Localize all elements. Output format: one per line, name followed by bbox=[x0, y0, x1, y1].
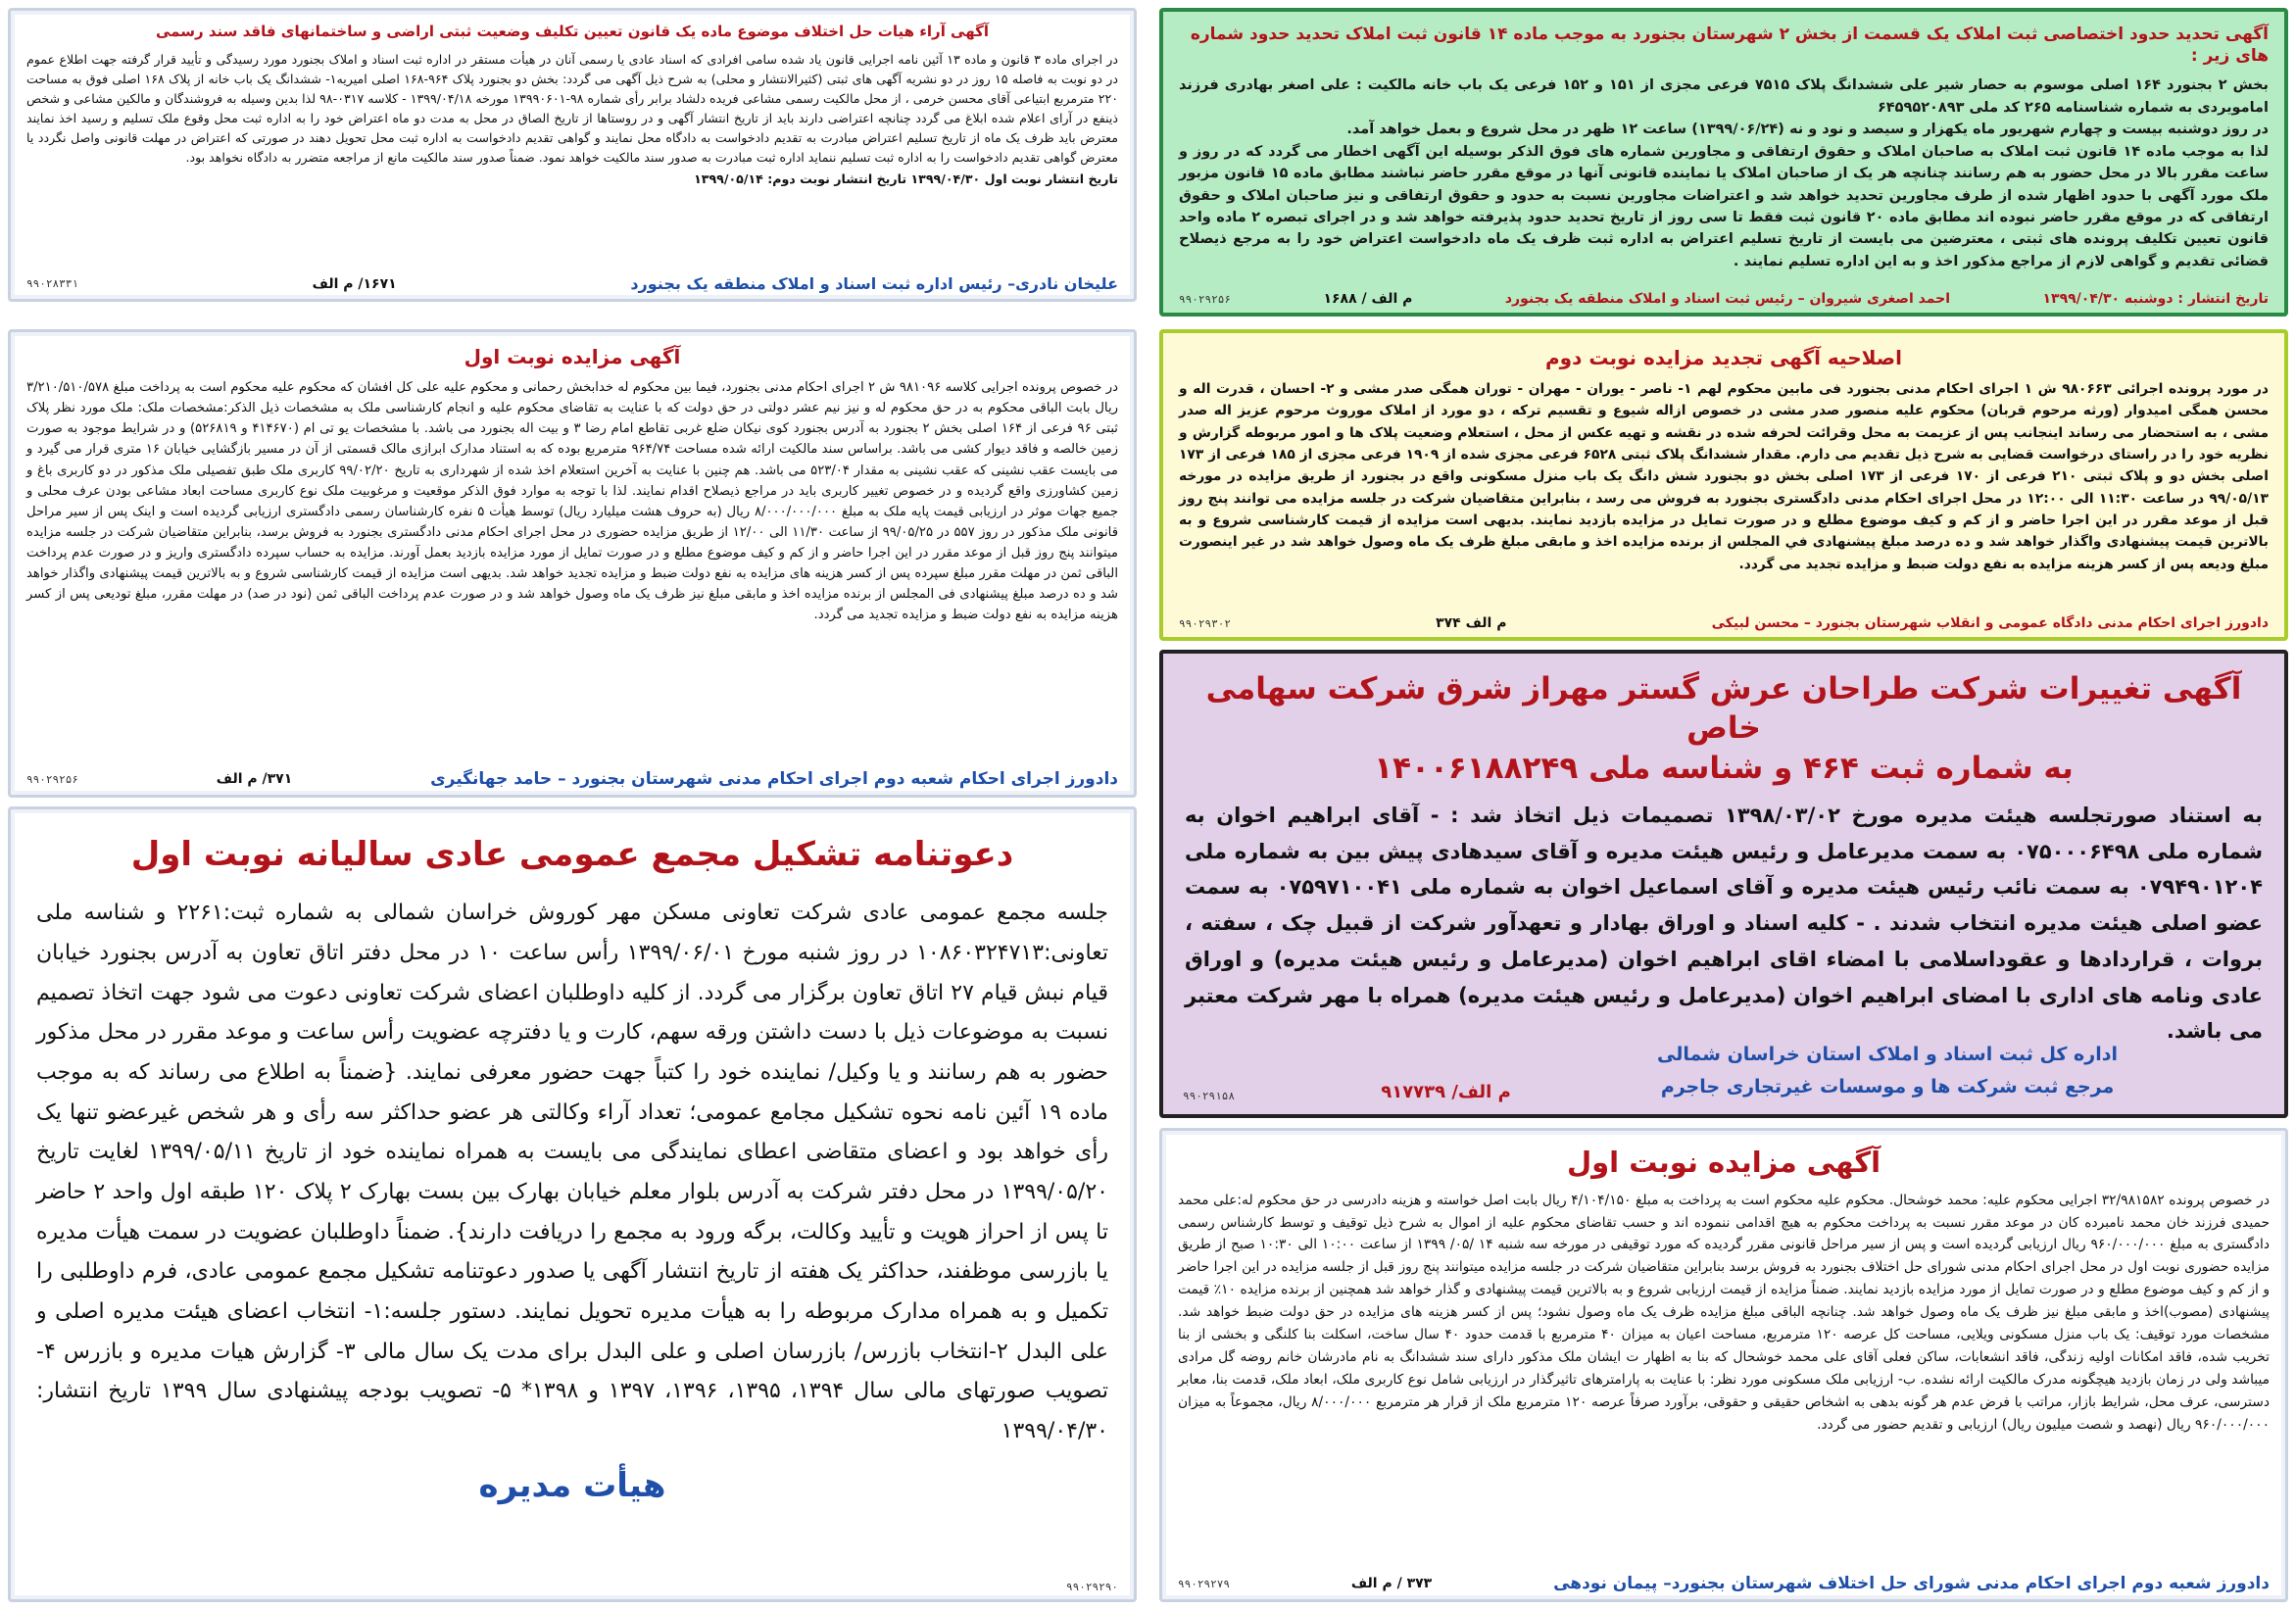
org-line2: مرجع ثبت شرکت ها و موسسات غیرتجاری جاجرم bbox=[1660, 1075, 2115, 1098]
notice-title-line1: آگهی تغییرات شرکت طراحان عرش گستر مهراز شرق شرکت سهامی خاص bbox=[1205, 671, 2242, 747]
notice-footer bbox=[26, 274, 1118, 293]
board-signature: هیأت مدیره bbox=[478, 1465, 666, 1505]
notice-body: جلسه مجمع عمومی عادی شرکت تعاونی مسکن مهر کوروش خراسان شمالی به شماره ثبت:۲۲۶۱ و شناسه ملی تعاونی:۱۰۸۶۰۳۲۴۷۱۳ در روز شنبه مورخ ۱۳۹۹/۰۶/۰۱ رأس ساعت ۱۰ در محل دفتر اتاق تعاون به آدرس بجنورد خیابان قیام نبش قیام ۲۷ اتاق تعاون برگزار می گردد. از کلیه داوطلبان اعضای شرکت تعاونی دعوت می شود جهت اتخاذ تصمیم نسبت به موضوعات ذیل با دست داشتن ورقه سهم، کارت و یا دفترچه عضویت رأس ساعت و موعد مقرر در محل مذکور حضور به هم رسانند و یا وکیل/ نماینده خود را کتباً جهت حضور معرفی نمایند. {ضمناً به اطلاع می رساند که به موجب ماده ۱۹ آئین نامه نحوه تشکیل مجامع عمومی؛ تعداد آراء وکالتی هر عضو حداکثر سه رأی و هر شخص غیرعضو تنها یک رأی خواهد بود و اعضای متقاضی اعطای نمایندگی می بایست به همراه نماینده خود از تاریخ ۱۳۹۹/۰۵/۱۱ لغایت تاریخ ۱۳۹۹/۰۵/۲۰ در محل دفتر شرکت به آدرس بلوار معلم خیابان بهارک بین بست بهارک ۲ پلاک ۱۲۰ طبقه اول واحد ۲ حاضر تا پس از احراز هویت و تأیید وکالت، برگه ورود به مجمع را دریافت دارند}. ضمناً داوطلبان عضویت در سمت هیأت مدیره یا بازرسی موظفند، حداکثر یک هفته از تاریخ انتشار آگهی یا صدور دعوتنامه تشکیل مجمع عمومی عادی، فرم داوطلبی را تکمیل و به همراه مدارک مربوطه را به هیأت مدیره تحویل نمایند. دستور جلسه:۱- انتخاب اعضای هیئت مدیره اصلی و علی البدل ۲-انتخاب بازرس/ بازرسان اصلی و علی البدل برای مدت یک سال مالی ۳- گزارش هیات مدیره و بازرس ۴- تصویب صورتهای مالی سال ۱۳۹۴، ۱۳۹۵، ۱۳۹۶، ۱۳۹۷ و ۱۳۹۸* ۵- تصویب بودجه پیشنهادی سال ۱۳۹۹ تاریخ انتشار: ۱۳۹۹/۰۴/۳۰ bbox=[29, 901, 1109, 1444]
notice-footer bbox=[1179, 615, 2269, 631]
notice-title: آگهی آراء هیات حل اختلاف موضوع ماده یک قانون تعیین تکلیف وضعیت ثبتی اراضی و ساختمانهای فاقد سند رسمی bbox=[155, 23, 990, 40]
notice-body: در خصوص پرونده ۳۲/۹۸۱۵۸۲ اجرایی محکوم علیه: محمد خوشحال. محکوم علیه محکوم است به پرداخت به مبلغ ۴/۱۰۴/۱۵۰ ریال بابت اصل خواسته و هزینه دادرسی در حق محکوم له:علی محمد حمیدی فرزند خان محمد نامبرده کان در موعد مقرر نسبت به پرداخت محکوم به هیچ اقدامی ننموده اند و حسب تقاضای محکوم علیه از اموال به شرح ذیل توقیف و توسط کارشناس رسمی دادگستری به مبلغ ۹۶۰/۰۰۰/۰۰۰ ریال ارزیابی گردیده است و پس از سیر مراحل قانونی مقرر گردیده که مورد توقیفی در مورخه سه شنبه ۱۴ /۰۵/ ۱۳۹۹ از ساعت ۱۰:۰۰ الی ۱۰:۳۰ صبح از طریق مزایده حضوری نوبت اول در محل اجرای احکام مدنی شورای حل اختلاف بجنورد به فروش برسد بنابراین متقاضیان شرکت در جلسه مزایده میتوانند پنج روز قبل از جلسه مزایده در این اجرا حاضر و از کم و کیف موضوع مطلع و در صورت تمایل از مورد مزایده بازدید نمایند. ضمناً مزایده از قیمت ارزیابی شروع و به بالاترین قیمت پیشنهادی و گذار خواهد شد همچنین از برنده مزایده ۱۰٪ قیمت پیشنهادی (مصوب)اخذ و مابقی مبلغ نیز ظرف یک ماه وصول خواهد شد. چنانچه الباقی مبلغ مزایده ظرف یک ماه وصول نشود؛ پس از کسر هزینه های مزایده در حق دولت ضبط خواهد شد. مشخصات مورد توقیف: یک باب منزل مسکونی ویلایی، مساحت کل عرصه ۱۲۰ مترمربع، مساحت اعیان به میزان ۴۰ مترمربع با قدمت حدود ۴۰ سال ساخت، اسکلت بنا کلنگی و بخشی از بنا تخریب شده، فاقد امکانات اولیه زندگی، فاقد انشعابات، ساکن فعلی آقای علی محمد خوشحال که بنا به اظهار ت ایشان ملک مذکور دارای سند ششدانگ به نام مادرشان خانم روضه گل مرادی میباشد ولی در زمان بازدید هیچگونه مدرک مالکیت ارائه نشده. ب- ارزیابی ملک مسکونی مورد نظر: با عنایت به پارامترهای تاثیرگذار در ارزیابی شامل نوع کاربری ملک، ابعاد ملک، قدمت بنا، معابر دسترسی، عرف محل، شرایط بازار، مراتب با فرض عدم هر گونه بدهی به اشخاص حقیقی و حقوقی، برآورد صرفاً عرصه ۱۲۰ مترمربع ملک از قرار هر مترمربع ۸/۰۰۰/۰۰۰ ریال، مجموعاً به میزان ۹۶۰/۰۰۰/۰۰۰ ریال (نهصد و شصت میلیون ریال) ارزیابی و تقدیم حضور می گردد. bbox=[1173, 1192, 2270, 1433]
notice-footer bbox=[1183, 1039, 2265, 1102]
notice-body: به استناد صورتجلسه هیئت مدیره مورخ ۱۳۹۸/۰۳/۰۲ تصمیمات ذیل اتخاذ شد : - آقای ابراهیم اخوان به شماره ملی ۰۷۵۰۰۰۶۴۹۸ به سمت مدیرعامل و رئیس هیئت مدیره و آقای سیدهادی پیش بین به شماره ملی ۰۷۹۴۹۰۱۲۰۴ به سمت نائب رئیس هیئت مدیره و آقای اسماعیل اخوان به شماره ملی ۰۷۵۹۷۱۰۰۴۱ به سمت عضو اصلی هیئت مدیره انتخاب شدند . - کلیه اسناد و اوراق بهادار و تعهدآور شرکت از قبیل چک ، سفته ، بروات ، قراردادها و عقوداسلامی با امضاء اقای ابراهیم اخوان (مدیرعامل و رئیس هیئت مدیره) و اوراق عادی ونامه های اداری با امضای ابراهیم اخوان (مدیرعامل و رئیس هیئت مدیره) همراه با مهر شرکت معتبر می باشد. bbox=[1177, 803, 2264, 1044]
notice-code: ۹۹۰۲۸۳۳۱ bbox=[26, 277, 78, 290]
notice-ref: م الف/ ۹۱۷۷۳۹ bbox=[1381, 1082, 1511, 1102]
notice-footer bbox=[26, 1581, 1118, 1593]
notice-title-line2: به شماره ثبت ۴۶۴ و شناسه ملی ۱۴۰۰۶۱۸۸۲۴۹ bbox=[1374, 750, 2074, 786]
notice-title: دعوتنامه تشکیل مجمع عمومی عادی سالیانه نوبت اول bbox=[130, 835, 1014, 874]
company-changes-notice bbox=[1159, 650, 2288, 1118]
notice-ref: ۳۷۱/ م الف bbox=[216, 771, 293, 787]
notice-title bbox=[1179, 669, 2269, 788]
notice-body: در خصوص پرونده اجرایی کلاسه ۹۸۱۰۹۶ ش ۲ اجرای احکام مدنی بجنورد، فیما بین محکوم له خدابخش رحمانی و محکوم علیه علی کل افشان که محکوم علیه محکوم است به پرداخت مبلغ ۳/۲۱۰/۵۱۰/۵۷۸ ریال بابت الباقی محکوم به در حق محکوم له و نیز نیم عشر دولتی در حق دولت که با عنایت به تقاضای محکوم علیه و انجام کارشناسی ملک به مشخصات ذیل الذکر:مشخصات ملک: ملک مورد نظر پلاک ثبتی ۹۶ فرعی از ۱۶۴ اصلی بخش ۲ بجنورد به آدرس بجنورد کوی نیکان ضلع غربی تقاطع امام رضا ۳ و بیت اله بجنورد می باشد. با مشخصات یو تی ام (۴۱۴۶۷۰ و ۵۲۶۸۱۹) و در شرایط موجود به صورت زمین خالصه و فاقد دیوار کشی می باشد. براساس سند مالکیت ارائه شده مساحت ۹۶۴/۷۴ مترمربع بوده که به استناد مدارک ابرازی مالک قسمتی از آن در مسیر بازگشایی خیابان ۱۶ متری قرار می گیرد و می بایست عقب نشینی که عقب نشینی به مقدار ۵۲۳/۰۴ می باشد. هم چنین با عنایت به آخرین استعلام اخذ شده از شهرداری به تاریخ ۹۹/۰۲/۲۰ کاربری ملک طبق تفصیلی ملک مذکور در دو کاربری باغ و زمین کشاورزی واقع گردیده و در خصوص تغییر کاربری باید در مراجع ذیصلاح اقدام نمایند. لذا با توجه به موارد فوق الذکر موقعیت و مرغوبیت ملک نوع کاربری مساحت ابعاد مشاعی بودن عرف محلی و جمیع جهات موثر در ارزیابی قیمت پایه ملک به مبلغ ۸/۰۰۰/۰۰۰/۰۰۰ ریال (به حروف هشت میلیارد ریال) توسط هیأت ۵ نفره کارشناسان رسمی دادگستری ارزیابی گردیده است و اینک پس از سیر مراحل قانونی ملک مذکور در روز ۵۵۷ در ۹۹/۰۵/۲۵ از ساعت ۱۱/۳۰ الی ۱۲/۰۰ از طریق مزایده حضوری در محل اجرای احکام مدنی دادگستری بجنورد به فروش برسد، بنابراین متقاضیان شرکت در جلسه مزایده میتوانند پنج روز قبل از موعد مقرر در این اجرا حاضر و از کم و کیف موضوع مطلع و در صورت تمایل از مورد مزایده بازدید بعمل آورند. مزایده به حساب سپرده دادگستری واریز و در صورت عدم پرداخت الباقی ثمن در مهلت مقرر مبلغ سپرده پس از کسر هزینه های مزایده به نفع دولت ضبط و مزایده تجدید خواهد شد. بدیهی است مزایده از قیمت کارشناسی شروع و به بالاترین قیمت پیشنهادی واگذار خواهد شد و ده درصد مبلغ پیشنهادی فی المجلس از برنده مزایده اخذ و مابقی مبلغ نیز ظرف یک ماه وصول خواهد شد و در صورت عدم پرداخت الباقی ثمن (نود در صد) در مهلت مقرر، مبلغ تودیعی پس از کسر هزینه مزایده به نفع دولت ضبط و مزایده تجدید می گردد. bbox=[22, 380, 1119, 623]
notice-footer bbox=[1178, 1574, 2270, 1593]
notice-date: تاریخ انتشار نوبت اول ۱۳۹۹/۰۴/۳۰ تاریخ انتشار نوبت دوم: ۱۳۹۹/۰۵/۱۴ bbox=[694, 171, 1118, 187]
notice-title: آگهی مزایده نوبت اول bbox=[1566, 1146, 1881, 1179]
notice-code: ۹۹۰۲۹۲۵۶ bbox=[26, 772, 78, 786]
notice-organization bbox=[1657, 1039, 2118, 1102]
notice-code: ۹۹۰۲۹۲۵۶ bbox=[1179, 292, 1231, 306]
land-boundary-notice bbox=[1159, 8, 2288, 317]
notice-ref: م الف ۳۷۴ bbox=[1436, 615, 1507, 631]
notice-ref: ۳۷۳ / م الف bbox=[1350, 1576, 1433, 1591]
notice-signature: دادورز اجرای احکام مدنی دادگاه عمومی و انقلاب شهرستان بجنورد – محسن لبیکی bbox=[1711, 615, 2269, 631]
left-column bbox=[8, 8, 1137, 1602]
notice-body: بخش ۲ بجنورد ۱۶۴ اصلی موسوم به حصار شیر علی ششدانگ پلاک ۷۵۱۵ فرعی مجزی از ۱۵۱ و ۱۵۲ فرعی یک باب خانه مالکیت : علی اصغر بهادری فرزند امامویردی به شماره شناسنامه ۲۶۵ کد ملی ۶۴۵۹۵۲۰۸۹۳ در روز دوشنبه بیست و چهارم شهریور ماه یکهزار و سیصد و نود و نه (۱۳۹۹/۰۶/۲۴) ساعت ۱۲ ظهر در محل شروع و بعمل خواهد آمد. لذا به موجب ماده ۱۴ قانون ثبت املاک به صاحبان املاک و حقوق ارتفاقی و مجاورین شماره های فوق الذکر بوسیله این آگهی اخطار می گردد که در روز و ساعت مقرر بالا در محل حضور به هم رسانند چنانچه هر یک از صاحبان املاک یا نماینده قانونی آنها در موقع مقرر حاضر نباشند مطابق ماده ۱۵ قانون مزبور ملک مورد آگهی با حدود اظهار شده از طرف مجاورین تحدید خواهد شد و اعتراضات مجاورین نسبت به حدود و حقوق ارتفاقی و نیز صاحبان املاک و حقوق ارتفاقی که در موقع مقرر حاضر نبوده اند مطابق ماده ۲۰ قانون ثبت فقط تا سی روز از تاریخ تحدید حدود پذیرفته خواهد شد و در اجرای تبصره ۲ ماده واحد قانون تعیین تکلیف پرونده های ثبتی ، معترضین می بایست از تاریخ تسلیم اعتراض به اداره ثبت ظرف یک ماه دادخواست اعتراض خود را به مرجع ذیصلاح قضائی تقدیم و گواهی لازم از مراجع مذکور اخذ و به این اداره تسلیم نمایند . bbox=[1179, 77, 2269, 269]
auction-notice-left bbox=[8, 329, 1137, 798]
notice-footer bbox=[1179, 291, 2269, 307]
notice-code: ۹۹۰۲۹۲۹۰ bbox=[1066, 1581, 1118, 1593]
notice-signature: علیخان نادری– رئیس اداره ثبت اسناد و املاک منطقه یک بجنورد bbox=[630, 274, 1118, 293]
notice-title: آگهی تحدید حدود اختصاصی ثبت املاک یک قسمت از بخش ۲ شهرستان بجنورد به موجب ماده ۱۴ قانون ثبت املاک تحدید حدود شماره های زیر : bbox=[1190, 24, 2269, 67]
notice-ref: م الف / ۱۶۸۸ bbox=[1323, 291, 1413, 307]
notice-ref: ۱۶۷۱/ م الف bbox=[312, 275, 397, 292]
notice-code: ۹۹۰۲۹۲۷۹ bbox=[1178, 1577, 1230, 1590]
notice-title: اصلاحیه آگهی تجدید مزایده نوبت دوم bbox=[1545, 346, 1902, 369]
notice-signature: دادورز شعبه دوم اجرای احکام مدنی شورای حل اختلاف شهرستان بجنورد– پیمان نودهی bbox=[1553, 1574, 2270, 1593]
right-column bbox=[1159, 8, 2288, 1602]
notice-code: ۹۹۰۲۹۱۵۸ bbox=[1183, 1090, 1235, 1102]
general-assembly-invitation bbox=[8, 806, 1137, 1602]
notice-title: آگهی مزایده نوبت اول bbox=[464, 345, 681, 368]
notice-body: در مورد پرونده اجرائی ۹۸۰۶۶۳ ش ۱ اجرای احکام مدنی بجنورد فی مابین محکوم لهم ۱- ناصر - یوران - مهران - توران همگی صدر مشی و ۲- احسان ، قدرت اله و محسن همگی امیدوار (ورثه مرحوم قربان) محکوم علیه منصور صدر مشی در خصوص ازاله شیوع و تقسیم ترکه ، دو مورد از املاک موروث مرحوم عزیز اله صدر مشی ، به استحضار می رساند اینجانب پس از عزیمت به محل وقرائت لحرفه شده در نقشه و تهیه عکس از محل ، استعلام وضعیت پلاک ها و امور مربوطه گزارش و نظریه خود را در راستای درخواست قضایی به شرح ذیل تقدیم می دارم. مقدار ششدانگ پلاک ثبتی ۶۵۲۸ فرعی مجزی شده از ۱۹۰۹ فرعی مجزی از ۱۸۵ فرعی از ۱۷۳ اصلی بخش دو و پلاک ثبتی ۲۱۰ فرعی از ۱۷۰ فرعی از ۱۷۳ اصلی بخش دو بجنورد شش دانگ یک باب منزل مسکونی واقع در بجنورد از طریق مزایده در مورخه ۹۹/۰۵/۱۳ در ساعت ۱۱:۳۰ الی ۱۲:۰۰ در محل اجرای احکام مدنی دادگستری بجنورد به فروش می رسد ، بنابراین متقاضیان شرکت در جلسه مزایده می توانند پنج روز قبل از موعد مقرر در این اجرا حاضر و از کم و کیف موضوع مطلع و در صورت تمایل در مزایده بازدید نمایند. بدیهی است مزایده از قیمت کارشناسی شروع و به بالاترین قیمت پیشنهادی واگذار خواهد شد و ده درصد مبلغ پیشنهادی في المجلس از برنده مزایده اخذ و مابقی مبلغ ظرف یک ماه وصول خواهد شد در غیر اینصورت مبلغ ودیعه پس از کسر هزینه مزایده به نفع دولت ضبط و مزایده تجدید می گردد. bbox=[1174, 381, 2269, 572]
auction-correction-notice bbox=[1159, 329, 2288, 641]
notice-signature: احمد اصغری شیروان – رئیس ثبت اسناد و املاک منطقه یک بجنورد bbox=[1504, 291, 1950, 307]
notice-body: در اجرای ماده ۳ قانون و ماده ۱۳ آئین نامه اجرایی قانون یاد شده سامی افرادی که اسناد عادی یا رسمی آنان در هیأت مستقر در اداره ثبت اسناد و املاک بجنورد مورد رسیدگی و تأیید قرار گرفته جهت اطلاع عموم در دو نوبت به فاصله ۱۵ روز در دو نشریه آگهی های ثبتی (کثیرالانتشار و محلی) به شرح ذیل آگهی می گردد: بخش دو بجنورد پلاک ۹۶۴-۱۶۸ اصلی امیریه۱- ششدانگ یک باب خانه از پلاک ۱۶۸ اصلی فوق به مساحت ۲۲۰ مترمربع ابتیاعی آقای محسن خرمی ، از محل مالکیت رسمی مشاعی فریده دلشاد برابر رأی شماره ۹۸-۱۳۹۹۰۶۰۱ مورخه ۱۳۹۹/۰۴/۱۸ - کلاسه ۰۳۱۷-۹۸ لذا بدین وسیله به فروشندگان و مالکین مشاعی و شخص ذینفع در آرای اعلام شده ابلاغ می گردد چنانچه اعتراضی دارند باید از تاریخ انتشار آگهی و در روستاها از تاریخ الصاق در محل به مدت دو ماه اعتراض خود را به اداره ثبت محل وقوع ملک تسلیم و رسید اخذ نمایند معترض باید ظرف یک ماه از تاریخ تسلیم اعتراض مبادرت به تقدیم دادخواست به دادگاه محل نمایند و گواهی تقدیم دادخواست به اداره ثبت محل تحویل دهند در صورتی که اعتراض در مهلت قانونی واصل نگردد یا معترض گواهی تقدیم دادخواست را به اداره ثبت تسلیم ننماید اداره ثبت مبادرت به صدور سند مالکیت خواهد نمود. ضمناً صدور سند مالکیت مانع از مراجعه متضرر به دادگاه نخواهد بود. bbox=[22, 51, 1119, 166]
land-dispute-notice bbox=[8, 8, 1137, 302]
auction-notice-right bbox=[1159, 1128, 2288, 1602]
notice-date: تاریخ انتشار : دوشنبه ۱۳۹۹/۰۴/۳۰ bbox=[2042, 291, 2269, 307]
notice-signature: دادورز اجرای احکام شعبه دوم اجرای احکام مدنی شهرستان بجنورد – حامد جهانگیری bbox=[430, 769, 1118, 789]
notice-code: ۹۹۰۲۹۳۰۲ bbox=[1179, 616, 1231, 630]
notice-footer bbox=[26, 769, 1118, 789]
org-line1: اداره کل ثبت اسناد و املاک استان خراسان شمالی bbox=[1657, 1044, 2118, 1066]
